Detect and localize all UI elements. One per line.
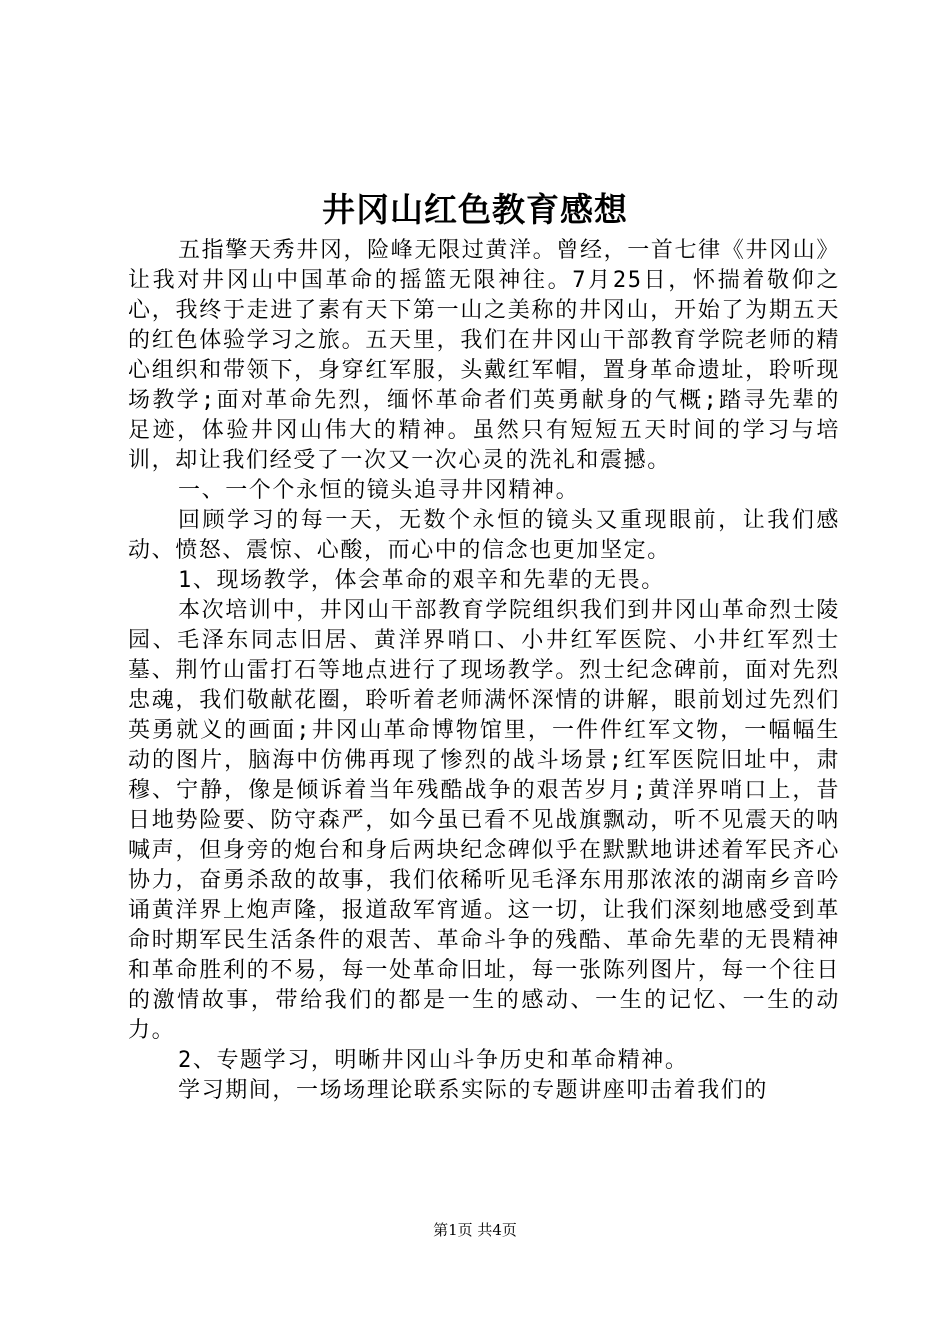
paragraph-intro: 五指擎天秀井冈，险峰无限过黄洋。曾经，一首七律《井冈山》让我对井冈山中国革命的摇篮无限神往。7月25日，怀揣着敬仰之心，我终于走进了素有天下第一山之美称的井冈山，开始了为期五天的红色体验学习之旅。五天里，我们在井冈山干部教育学院老师的精心组织和带领下，身穿红军服，头戴红军帽，置身革命遗址，聆听现场教学;面对革命先烈，缅怀革命者们英勇献身的气概;踏寻先辈的足迹，体验井冈山伟大的精神。虽然只有短短五天时间的学习与培训，却让我们经受了一次又一次心灵的洗礼和震撼。 — [128, 238, 840, 473]
paragraph-study: 学习期间，一场场理论联系实际的专题讲座叩击着我们的 — [178, 1078, 769, 1103]
document-body — [128, 236, 840, 1106]
heading-section-1: 一、一个个永恒的镜头追寻井冈精神。 — [178, 478, 580, 503]
heading-subsection-2: 2、专题学习，明晰井冈山斗争历史和革命精神。 — [178, 1048, 689, 1073]
paragraph-review: 回顾学习的每一天，无数个永恒的镜头又重现眼前，让我们感动、愤怒、震惊、心酸，而心中的信念也更加坚定。 — [128, 508, 840, 563]
heading-subsection-1: 1、现场教学，体会革命的艰辛和先辈的无畏。 — [178, 568, 665, 593]
document-title: 井冈山红色教育感想 — [322, 190, 628, 229]
paragraph-field-teaching: 本次培训中，井冈山干部教育学院组织我们到井冈山革命烈士陵园、毛泽东同志旧居、黄洋界哨口、小井红军医院、小井红军烈士墓、荆竹山雷打石等地点进行了现场教学。烈士纪念碑前，面对先烈忠魂，我们敬献花圈，聆听着老师满怀深情的讲解，眼前划过先烈们英勇就义的画面;井冈山革命博物馆里，一件件红军文物，一幅幅生动的图片，脑海中仿佛再现了惨烈的战斗场景;红军医院旧址中，肃穆、宁静，像是倾诉着当年残酷战争的艰苦岁月;黄洋界哨口上，昔日地势险要、防守森严，如今虽已看不见战旗飘动，听不见震天的呐喊声，但身旁的炮台和身后两块纪念碑似乎在默默地讲述着军民齐心协力，奋勇杀敌的故事，我们依稀听见毛泽东用那浓浓的湖南乡音吟诵黄洋界上炮声隆，报道敌军宵遁。这一切，让我们深刻地感受到革命时期军民生活条件的艰苦、革命斗争的残酷、革命先辈的无畏精神和革命胜利的不易，每一处革命旧址，每一张陈列图片，每一个往日的激情故事，带给我们的都是一生的感动、一生的记忆、一生的动力。 — [128, 598, 840, 1043]
page-number-footer: 第1页 共4页 — [433, 1221, 517, 1239]
